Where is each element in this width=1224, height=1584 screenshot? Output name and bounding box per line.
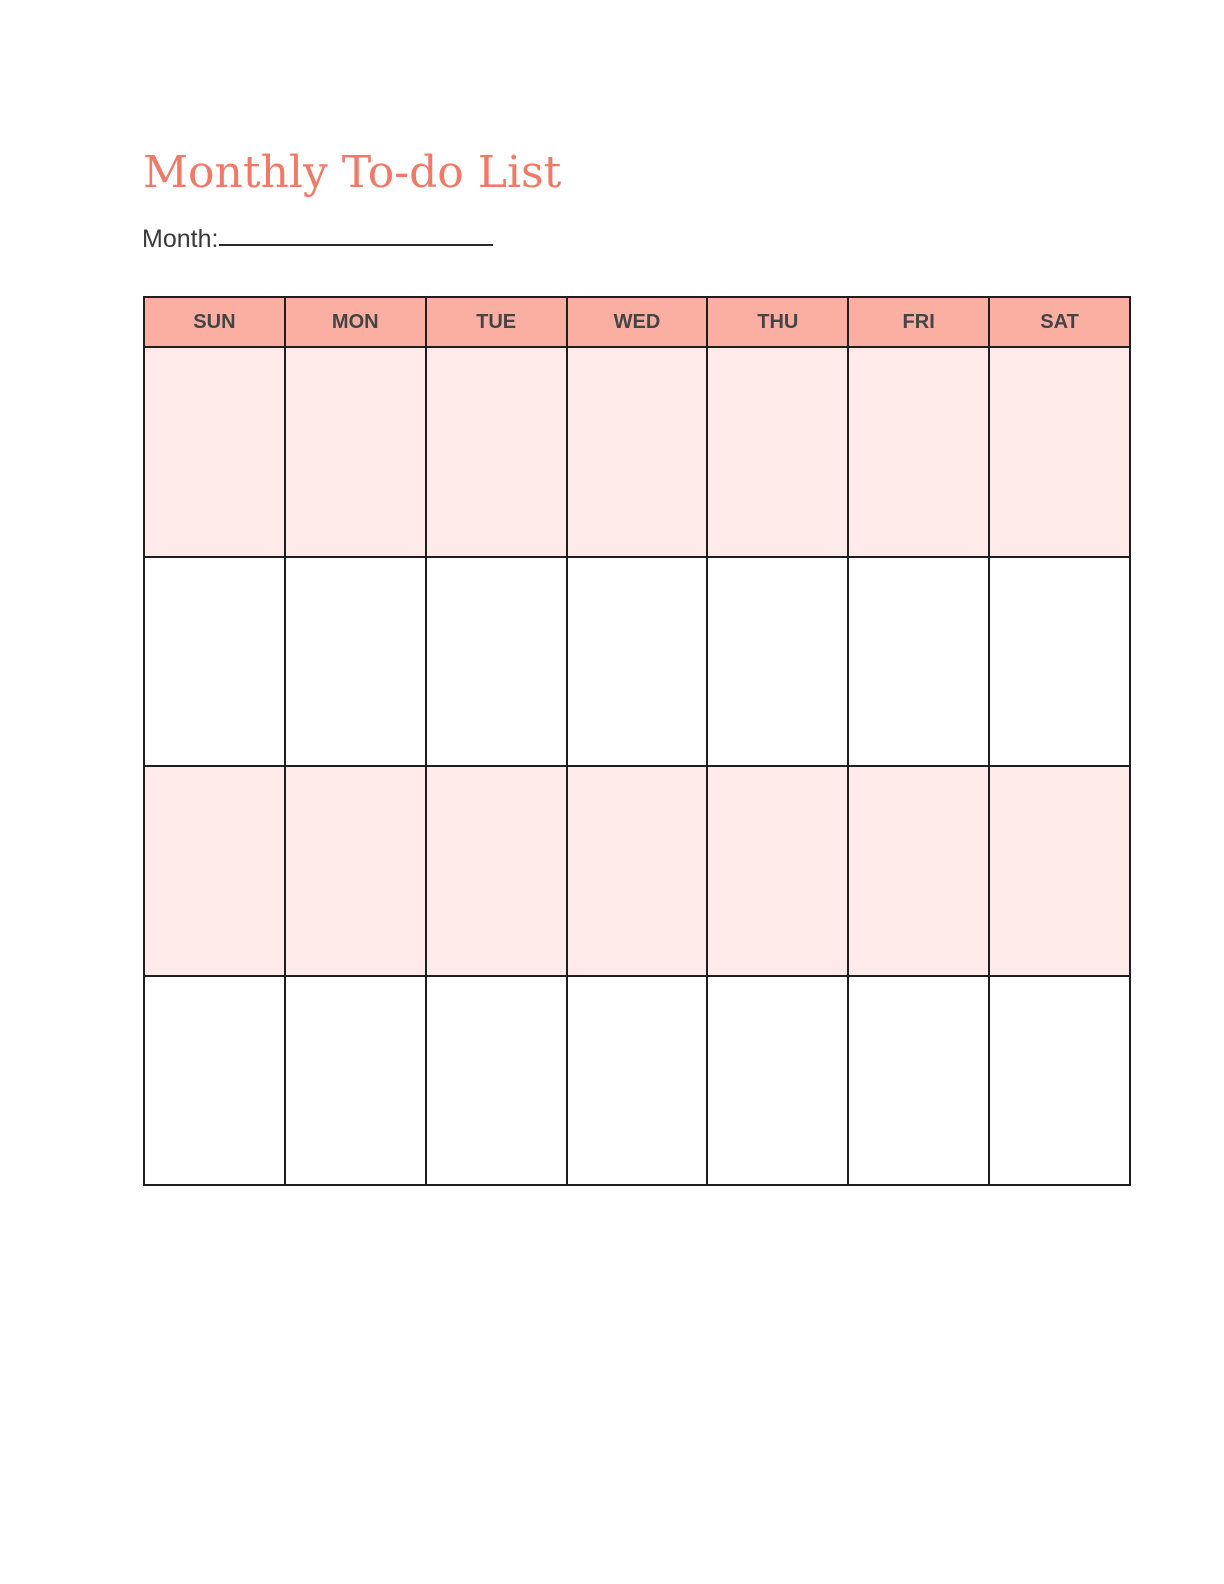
day-cell-wed[interactable] [567, 766, 708, 976]
day-cell-sun[interactable] [144, 347, 285, 557]
weekday-header-thu: THU [707, 297, 848, 347]
day-cell-sat[interactable] [989, 557, 1130, 767]
week-row [144, 557, 1130, 767]
weekday-header-mon: MON [285, 297, 426, 347]
day-cell-wed[interactable] [567, 557, 708, 767]
day-cell-sun[interactable] [144, 976, 285, 1186]
day-cell-thu[interactable] [707, 766, 848, 976]
day-cell-mon[interactable] [285, 766, 426, 976]
day-cell-wed[interactable] [567, 976, 708, 1186]
day-cell-sun[interactable] [144, 557, 285, 767]
day-cell-thu[interactable] [707, 347, 848, 557]
month-input-line[interactable] [219, 244, 493, 246]
week-row [144, 347, 1130, 557]
day-cell-wed[interactable] [567, 347, 708, 557]
day-cell-thu[interactable] [707, 557, 848, 767]
calendar-grid [143, 296, 1131, 1186]
week-row [144, 766, 1130, 976]
day-cell-sun[interactable] [144, 766, 285, 976]
month-label: Month: [142, 225, 219, 253]
weekday-header-wed: WED [567, 297, 708, 347]
day-cell-sat[interactable] [989, 976, 1130, 1186]
calendar-body [144, 347, 1130, 1185]
day-cell-fri[interactable] [848, 976, 989, 1186]
day-cell-tue[interactable] [426, 557, 567, 767]
weekday-header-row [144, 297, 1130, 347]
page-title: Monthly To-do List [143, 147, 562, 198]
day-cell-sat[interactable] [989, 766, 1130, 976]
day-cell-thu[interactable] [707, 976, 848, 1186]
weekday-header-fri: FRI [848, 297, 989, 347]
day-cell-tue[interactable] [426, 976, 567, 1186]
day-cell-fri[interactable] [848, 347, 989, 557]
day-cell-tue[interactable] [426, 766, 567, 976]
day-cell-mon[interactable] [285, 347, 426, 557]
weekday-header-tue: TUE [426, 297, 567, 347]
weekday-header-sat: SAT [989, 297, 1130, 347]
day-cell-tue[interactable] [426, 347, 567, 557]
day-cell-sat[interactable] [989, 347, 1130, 557]
weekday-header-sun: SUN [144, 297, 285, 347]
day-cell-mon[interactable] [285, 557, 426, 767]
day-cell-fri[interactable] [848, 557, 989, 767]
day-cell-fri[interactable] [848, 766, 989, 976]
day-cell-mon[interactable] [285, 976, 426, 1186]
week-row [144, 976, 1130, 1186]
month-field [142, 220, 493, 254]
